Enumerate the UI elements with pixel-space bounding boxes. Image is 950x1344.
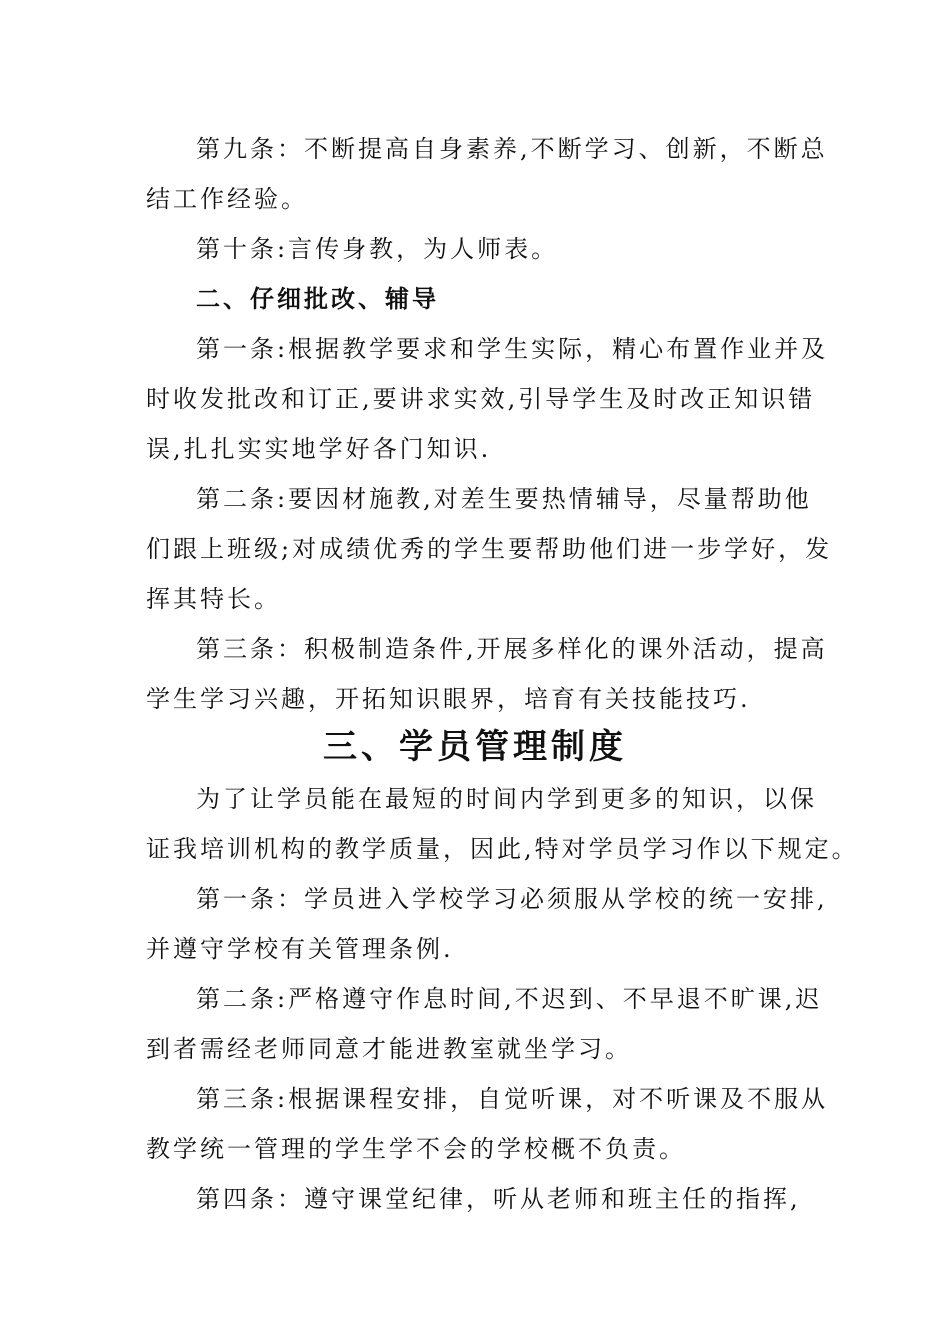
paragraph-line: 学生学习兴趣，开拓知识眼界，培育有关技能技巧. [146, 685, 751, 713]
paragraph-line: 第一条：学员进入学校学习必须服从学校的统一安排, [196, 885, 828, 913]
paragraph-line: 为了让学员能在最短的时间内学到更多的知识，以保 [196, 785, 817, 813]
paragraph-line: 第九条：不断提高自身素养,不断学习、创新，不断总 [196, 135, 828, 163]
paragraph-line: 时收发批改和订正,要讲求实效,引导学生及时改正知识错 [146, 385, 816, 413]
paragraph-line: 们跟上班级;对成绩优秀的学生要帮助他们进一步学好，发 [146, 535, 833, 563]
section-heading: 二、仔细批改、辅导 [196, 284, 439, 313]
paragraph-line: 第四条：遵守课堂纪律，听从老师和班主任的指挥, [196, 1185, 801, 1213]
paragraph-line: 第一条:根据教学要求和学生实际，精心布置作业并及 [196, 335, 829, 363]
chapter-title: 三、学员管理制度 [323, 727, 627, 767]
paragraph-line: 误,扎扎实实地学好各门知识. [146, 435, 492, 463]
paragraph-line: 第三条:根据课程安排，自觉听课，对不听课及不服从 [196, 1085, 829, 1113]
paragraph-line: 挥其特长。 [146, 585, 281, 613]
paragraph-line: 并遵守学校有关管理条例. [146, 935, 454, 963]
paragraph-line: 教学统一管理的学生学不会的学校概不负责。 [146, 1135, 686, 1163]
paragraph-line: 第二条:要因材施教,对差生要热情辅导，尽量帮助他 [196, 485, 812, 513]
paragraph-line: 证我培训机构的教学质量，因此,特对学员学习作以下规定。 [146, 835, 859, 863]
paragraph-line: 第二条:严格遵守作息时间,不迟到、不早退不旷课,迟 [196, 985, 823, 1013]
paragraph-line: 第三条：积极制造条件,开展多样化的课外活动，提高 [196, 635, 828, 663]
paragraph-line: 结工作经验。 [146, 185, 308, 213]
paragraph-line: 到者需经老师同意才能进教室就坐学习。 [146, 1035, 632, 1063]
paragraph-line: 第十条:言传身教，为人师表。 [196, 235, 559, 263]
